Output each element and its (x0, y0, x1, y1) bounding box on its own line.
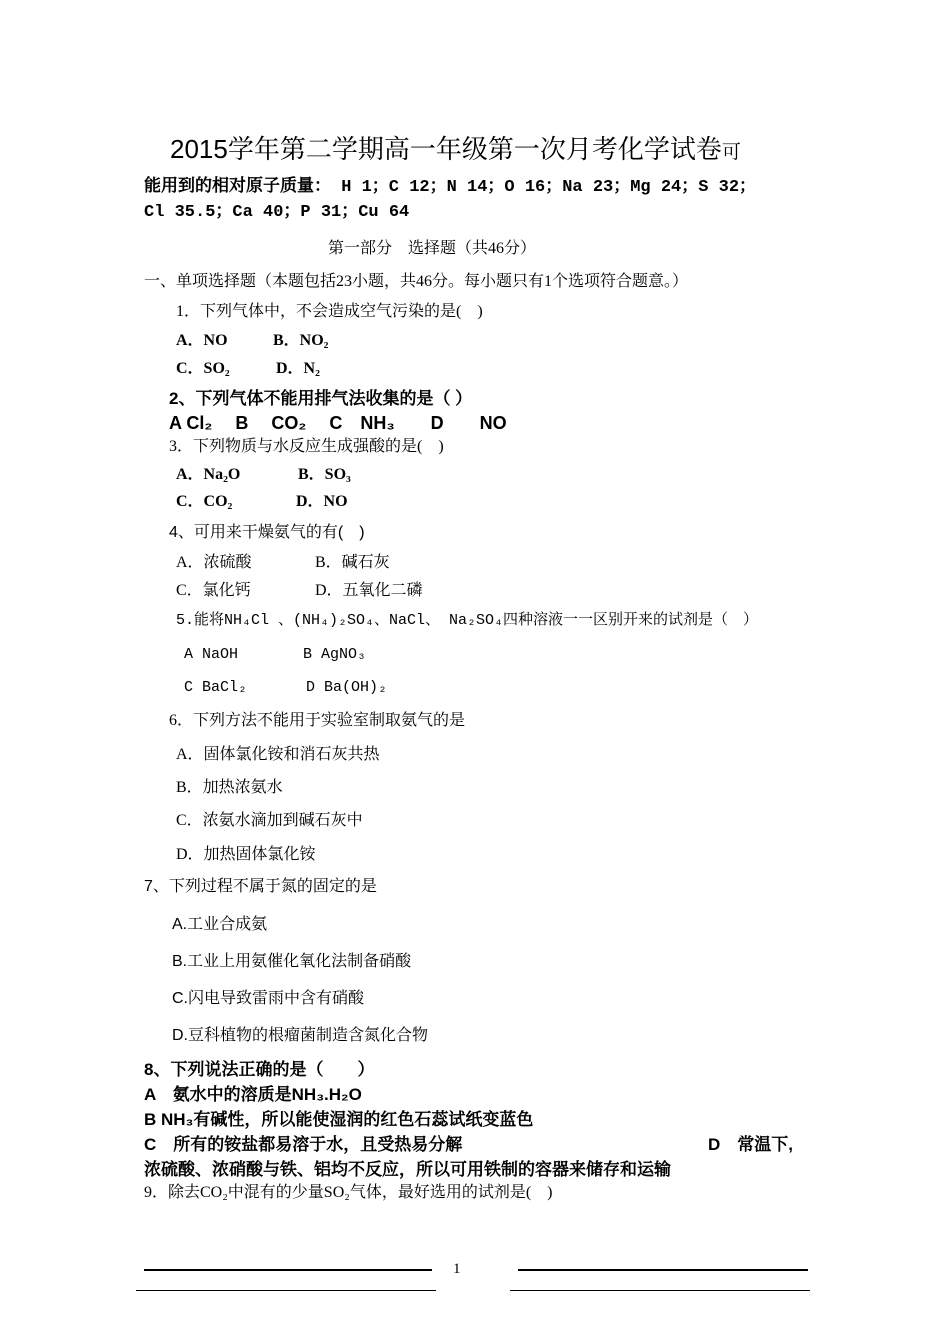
question-3-option-a: A．Na₂O (176, 466, 241, 483)
question-8-option-d-tail: 浓硫酸、浓硝酸与铁、铝均不反应，所以可用铁制的容器来储存和运输 (144, 1160, 671, 1179)
question-1-option-c: C．SO₂ (176, 360, 230, 377)
part1-header: 第一部分 选择题（共46分） (328, 240, 537, 257)
question-5-option-a: A NaOH (184, 646, 239, 663)
question-3-option-b: B．SO₃ (298, 466, 351, 483)
question-4-option-d: D．五氧化二磷 (315, 582, 423, 599)
footer-rule-right (518, 1269, 808, 1271)
question-3-option-d: D．NO (296, 493, 348, 510)
question-1-option-b: B．NO₂ (273, 332, 329, 349)
question-4-option-a: A．浓硫酸 (176, 554, 252, 571)
section1-header: 一、单项选择题（本题包括23小题，共46分。每小题只有1个选项符合题意。） (144, 273, 689, 290)
exam-title-tail: 可 (721, 142, 741, 163)
question-8-option-c: C 所有的铵盐都易溶于水，且受热易分解 (144, 1135, 463, 1154)
question-3-stem: 3．下列物质与水反应生成强酸的是( ) (169, 438, 444, 455)
question-9-stem: 9．除去CO₂中混有的少量SO₂气体，最好选用的试剂是( ) (144, 1184, 553, 1201)
question-6-option-c: C．浓氨水滴加到碱石灰中 (176, 812, 363, 829)
question-7-option-d: D.豆科植物的根瘤菌制造含氮化合物 (172, 1027, 429, 1044)
question-4-option-c: C．氯化钙 (176, 582, 251, 599)
question-1-option-d: D．N₂ (276, 360, 320, 377)
question-6-option-a: A．固体氯化铵和消石灰共热 (176, 746, 380, 763)
question-4-option-b: B．碱石灰 (315, 554, 390, 571)
footer-rule-left-lower (136, 1290, 436, 1291)
question-8-stem: 8、下列说法正确的是（ ） (144, 1060, 375, 1079)
question-2-options: A Cl₂ B CO₂ C NH₃ D NO (169, 413, 507, 433)
atomic-mass-line-1: 能用到的相对原子质量： H 1；C 12；N 14；O 16；Na 23；Mg 24；S 32； (144, 178, 757, 197)
question-8-option-d-head: D 常温下, (708, 1135, 793, 1154)
exam-title-main: 2015学年第二学期高一年级第一次月考化学试卷 (170, 134, 722, 164)
question-7-option-c: C.闪电导致雷雨中含有硝酸 (172, 990, 365, 1007)
question-6-option-b: B．加热浓氨水 (176, 779, 283, 796)
question-3-option-c: C．CO₂ (176, 493, 233, 510)
question-2-stem: 2、下列气体不能用排气法收集的是（ ） (169, 389, 473, 408)
question-1-option-a: A．NO (176, 332, 228, 349)
question-5-option-c: C BaCl₂ (184, 679, 248, 696)
question-5-stem: 5.能将NH₄Cl 、(NH₄)₂SO₄、NaCl、 Na₂SO₄四种溶液一一区别开来的试剂是（ ） (176, 612, 759, 629)
page-number: 1 (453, 1261, 461, 1277)
exam-title (170, 134, 741, 165)
question-7-stem: 7、下列过程不属于氮的固定的是 (144, 878, 377, 895)
question-1-stem: 1．下列气体中，不会造成空气污染的是( ) (176, 303, 483, 320)
footer-rule-right-lower (510, 1290, 810, 1291)
question-8-option-b: B NH₃有碱性，所以能使湿润的红色石蕊试纸变蓝色 (144, 1110, 534, 1129)
question-7-option-b: B.工业上用氨催化氧化法制备硝酸 (172, 953, 412, 970)
question-8-option-a: A 氨水中的溶质是NH₃.H₂O (144, 1085, 362, 1104)
question-6-stem: 6．下列方法不能用于实验室制取氨气的是 (169, 712, 466, 729)
footer-rule-left (144, 1269, 432, 1271)
atomic-mass-line-2: Cl 35.5；Ca 40；P 31；Cu 64 (144, 203, 410, 222)
question-7-option-a: A.工业合成氨 (172, 916, 268, 933)
question-6-option-d: D．加热固体氯化铵 (176, 846, 316, 863)
question-5-option-b: B AgNO₃ (303, 646, 367, 663)
question-4-stem: 4、可用来干燥氨气的有( ) (169, 524, 365, 541)
question-5-option-d: D Ba(OH)₂ (306, 679, 388, 696)
